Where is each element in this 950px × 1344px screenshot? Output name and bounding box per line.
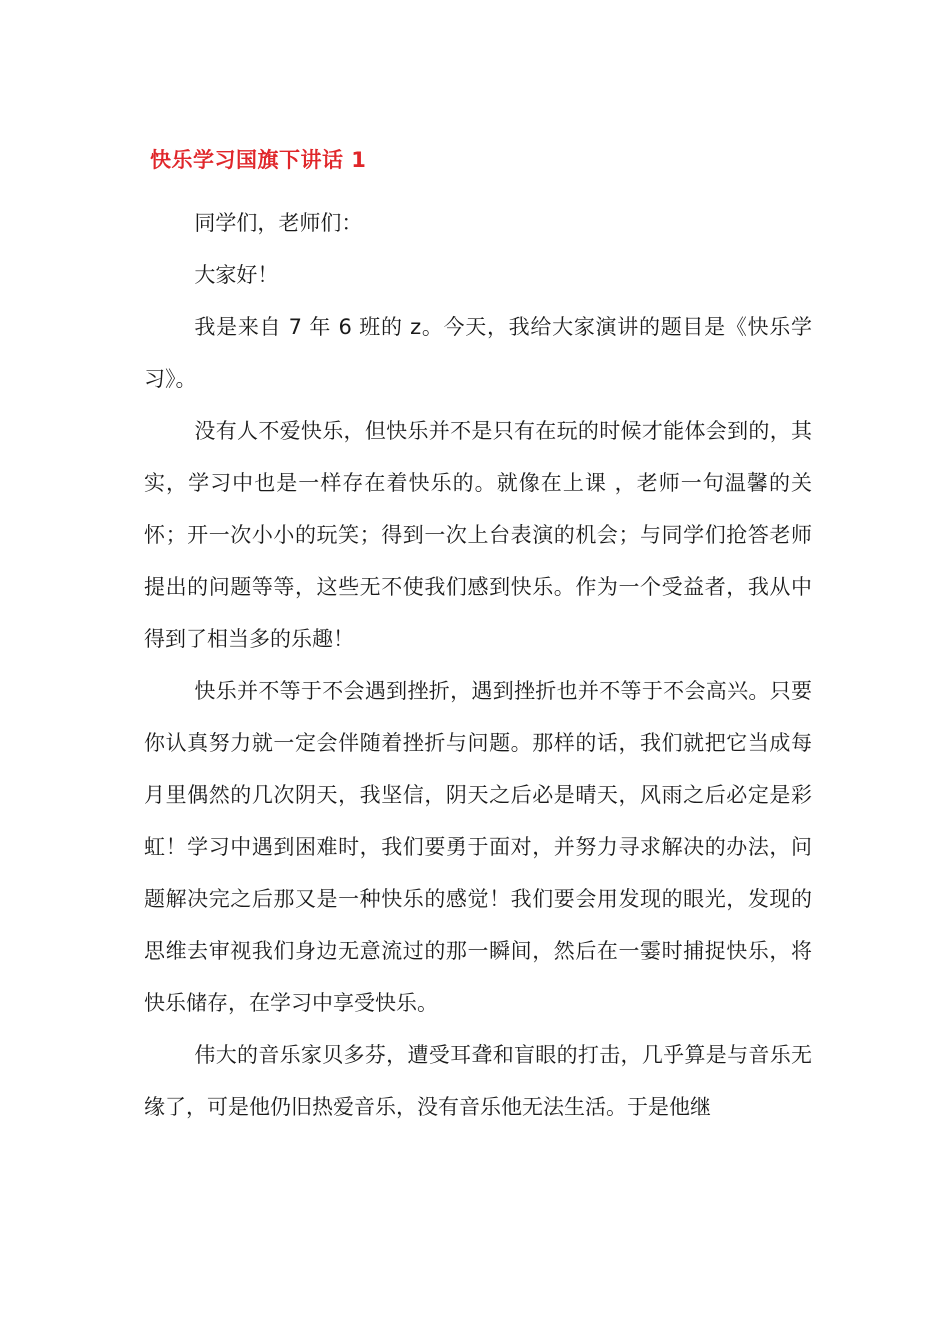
paragraph-joy-in-learning: 没有人不爱快乐，但快乐并不是只有在玩的时候才能体会到的，其实，学习中也是一样存在着快乐的。就像在上课 ，老师一句温馨的关怀；开一次小小的玩笑；得到一次上台表演的机会；与同学们抢答老师提出的问题等等，这些无不使我们感到快乐。作为一个受益者，我从中得到了相当多的乐趣！ <box>144 419 812 651</box>
document-body <box>144 197 812 1133</box>
paragraph-greeting: 大家好！ <box>194 263 279 287</box>
document-title: 快乐学习国旗下讲话 1 <box>150 148 367 172</box>
paragraph-introduction: 我是来自 7 年 6 班的 z。今天，我给大家演讲的题目是《快乐学习》。 <box>144 315 812 391</box>
paragraph-beethoven: 伟大的音乐家贝多芬，遭受耳聋和盲眼的打击，几乎算是与音乐无缘了，可是他仍旧热爱音乐，没有音乐他无法生活。于是他继 <box>144 1043 812 1119</box>
paragraph-setbacks: 快乐并不等于不会遇到挫折，遇到挫折也并不等于不会高兴。只要你认真努力就一定会伴随着挫折与问题。那样的话，我们就把它当成每月里偶然的几次阴天，我坚信，阴天之后必是晴天，风雨之后必定是彩虹！学习中遇到困难时，我们要勇于面对，并努力寻求解决的办法，问题解决完之后那又是一种快乐的感觉！我们要会用发现的眼光，发现的思维去审视我们身边无意流过的那一瞬间，然后在一霎时捕捉快乐，将快乐储存，在学习中享受快乐。 <box>144 679 812 1015</box>
paragraph-greeting-audience: 同学们，老师们： <box>194 211 363 235</box>
